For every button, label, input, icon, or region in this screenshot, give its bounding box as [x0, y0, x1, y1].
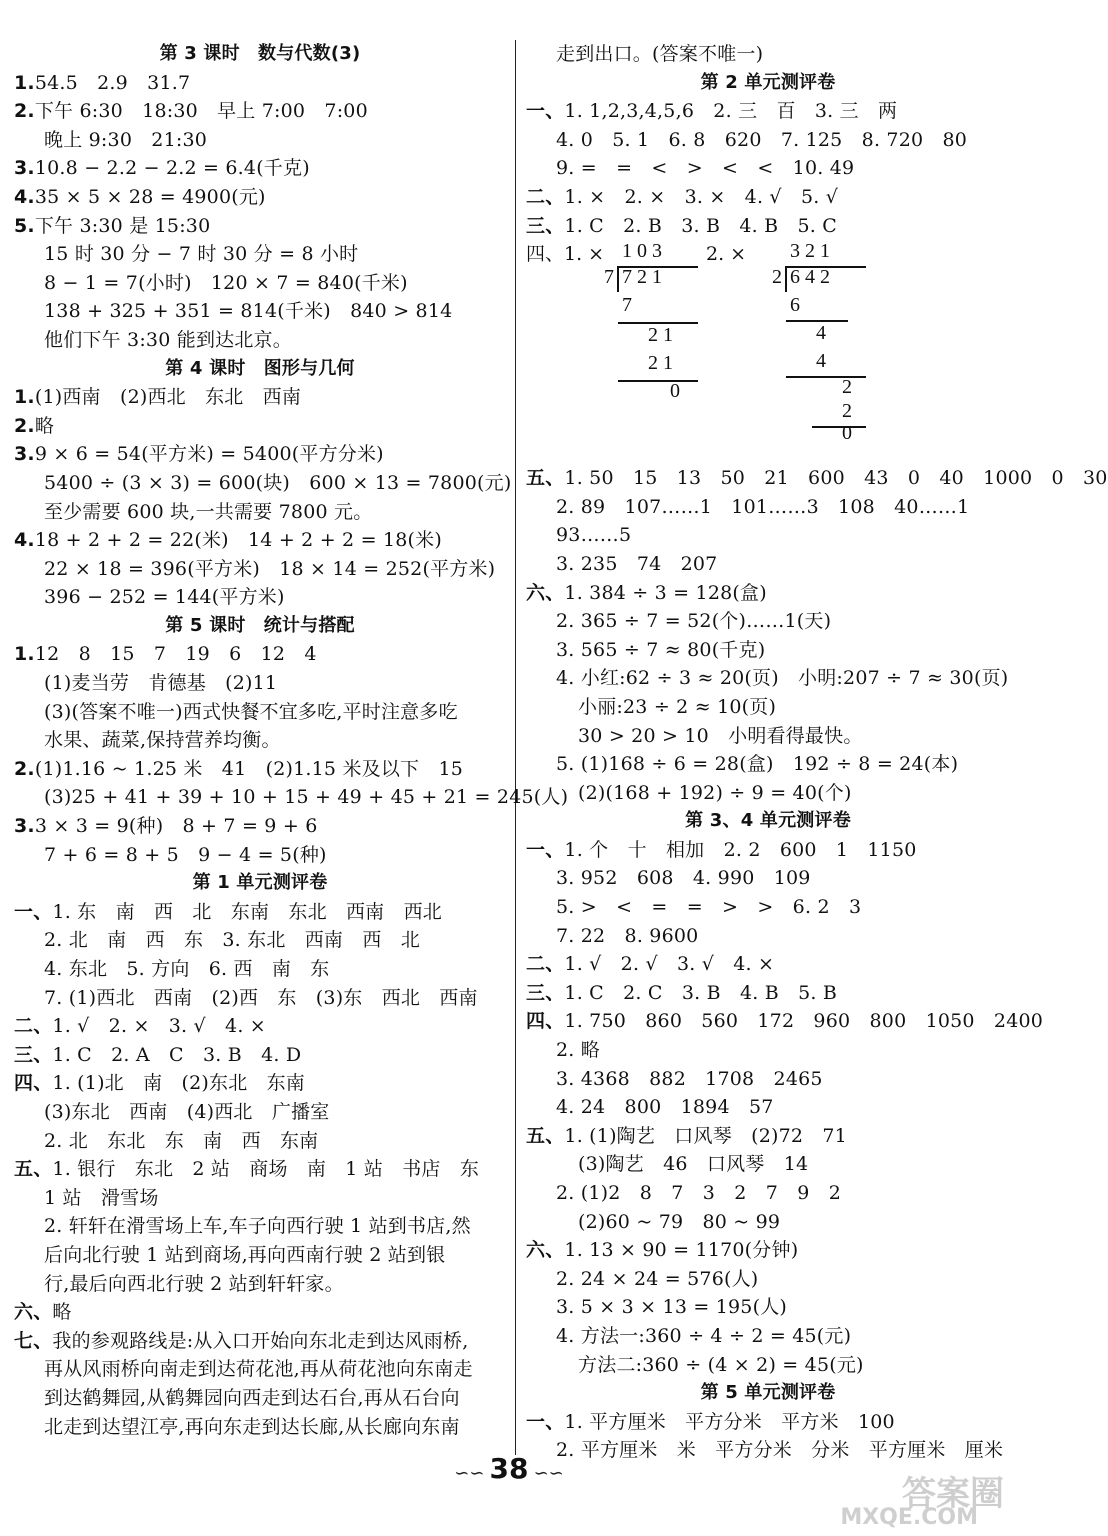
item-number: 3. [14, 815, 35, 838]
item-number: 5. [14, 214, 35, 237]
answer-line: 1 站 滑雪场 [44, 1186, 159, 1209]
answer-line: 晚上 9:30 21:30 [44, 128, 208, 151]
item-text: 1. √ 2. × 3. √ 4. × [52, 1015, 266, 1038]
answer-line: 2. 略 [556, 1039, 600, 1062]
long-division-1 [604, 240, 704, 440]
item-number: 3. [14, 157, 35, 180]
answer-item [14, 212, 506, 241]
step-line [618, 380, 698, 382]
answer-item [526, 1408, 1010, 1437]
step-2d: 2 [842, 376, 852, 399]
answer-item [14, 154, 506, 183]
answer-line: 到达鹤舞园,从鹤舞园向西走到达石台,再从石台向 [44, 1386, 460, 1409]
answer-item [526, 1122, 1010, 1151]
answer-line: (3)(答案不唯一)西式快餐不宜多吃,平时注意多吃 [44, 700, 458, 723]
division-label: 四、1. × [526, 243, 605, 266]
item-number: 一、 [526, 1410, 565, 1433]
answer-line: 3. 565 ÷ 7 ≈ 80(千克) [556, 638, 766, 661]
remainder-2: 0 [842, 422, 852, 445]
item-text: 下午 3:30 是 15:30 [34, 214, 211, 237]
answer-line: 15 时 30 分 − 7 时 30 分 = 8 小时 [44, 243, 359, 266]
item-number: 2. [14, 100, 35, 123]
left-column [14, 40, 569, 1441]
item-text: 1. C 2. B 3. B 4. B 5. C [564, 214, 838, 237]
answer-line: 4. 小红:62 ÷ 3 ≈ 20(页) 小明:207 ÷ 7 ≈ 30(页) [556, 667, 1009, 690]
answer-line: 3. 4368 882 1708 2465 [556, 1067, 823, 1090]
answer-line: 方法二:360 ÷ (4 × 2) = 45(元) [578, 1353, 864, 1376]
item-text: 3 × 3 = 9(种) 8 + 7 = 9 + 6 [34, 815, 318, 838]
answer-item [14, 1069, 506, 1098]
step-1a: 7 [622, 294, 632, 317]
answer-item [14, 383, 506, 412]
wave-ornament-right: ∽∽ [533, 1463, 564, 1484]
item-number: 二、 [526, 953, 565, 976]
item-text: 10.8 − 2.2 − 2.2 = 6.4(千克) [34, 157, 310, 180]
answer-item [526, 579, 1010, 608]
answer-item [14, 526, 506, 555]
answer-line: 3. 952 608 4. 990 109 [556, 867, 811, 890]
answer-line: 5400 ÷ (3 × 3) = 600(块) 600 × 13 = 7800(元) [44, 471, 512, 494]
page-footer [0, 1452, 1018, 1485]
item-text: 1. 平方厘米 平方分米 平方米 100 [564, 1410, 895, 1433]
item-number: 4. [14, 529, 35, 552]
item-number: 一、 [526, 100, 565, 123]
answer-line: (3)东北 西南 (4)西北 广播室 [44, 1100, 330, 1123]
item-number: 二、 [14, 1015, 53, 1038]
answer-line: 5. > < = = > > 6. 2 3 [556, 896, 862, 919]
item-text: 下午 6:30 18:30 早上 7:00 7:00 [34, 100, 368, 123]
step-1b: 2 1 [648, 324, 673, 347]
answer-line: 北走到达望江亭,再向东走到达长廊,从长廊向东南 [44, 1415, 460, 1438]
item-text: 18 + 2 + 2 = 22(米) 14 + 2 + 2 = 18(米) [34, 529, 442, 552]
item-text: 1. 个 十 相加 2. 2 600 1 1150 [564, 838, 917, 861]
section-heading: 第 2 单元测评卷 [700, 71, 836, 93]
answer-line: 4. 方法一:360 ÷ 4 ÷ 2 = 45(元) [556, 1324, 852, 1347]
answer-line: 2. 平方厘米 米 平方分米 分米 平方厘米 厘米 [556, 1439, 1004, 1462]
answer-line: 9. = = < > < < 10. 49 [556, 157, 855, 180]
answer-line: 4. 0 5. 1 6. 8 620 7. 125 8. 720 80 [556, 128, 968, 151]
answer-line: 93……5 [556, 524, 632, 547]
item-text: 略 [34, 414, 55, 437]
item-number: 一、 [526, 838, 565, 861]
answer-item [526, 212, 1010, 241]
answer-line: 7. (1)西北 西南 (2)西 东 (3)东 西北 西南 [44, 986, 478, 1009]
answer-line: 2. (1)2 8 7 3 2 7 9 2 [556, 1182, 841, 1204]
answer-line: 2. 24 × 24 = 576(人) [556, 1267, 759, 1290]
answer-line: 2. 北 东北 东 南 西 东南 [44, 1129, 319, 1152]
answer-line: 小丽:23 ÷ 2 ≈ 10(页) [578, 695, 777, 718]
item-number: 二、 [526, 185, 565, 208]
step-line [812, 426, 866, 428]
right-bottom-section [526, 464, 1108, 1465]
column-divider [515, 40, 516, 1455]
answer-item [14, 1041, 506, 1070]
item-text: 1. 1,2,3,4,5,6 2. 三 百 3. 三 两 [564, 100, 898, 123]
answer-line: 2. 北 南 西 东 3. 东北 西南 西 北 [44, 929, 420, 952]
step-2e: 2 [842, 400, 852, 423]
item-text: 我的参观路线是:从入口开始向东北走到达风雨桥, [52, 1329, 469, 1352]
item-number: 1. [14, 643, 35, 666]
answer-line: 4. 东北 5. 方向 6. 西 南 东 [44, 958, 330, 980]
answer-line: (3)25 + 41 + 39 + 10 + 15 + 49 + 45 + 21 = 245(人) [44, 786, 569, 809]
item-number: 1. [14, 71, 35, 94]
answer-item [14, 69, 506, 98]
answer-line: (1)麦当劳 肯德基 (2)11 [44, 672, 278, 695]
item-text: 1. 13 × 90 = 1170(分钟) [564, 1239, 799, 1262]
item-text: (1)1.16 ~ 1.25 米 41 (2)1.15 米及以下 15 [34, 757, 464, 780]
item-number: 四、 [526, 1010, 565, 1033]
answer-item [526, 97, 1010, 126]
item-text: 1. 384 ÷ 3 = 128(盒) [564, 581, 767, 604]
answer-line: 3. 5 × 3 × 13 = 195(人) [556, 1296, 788, 1319]
item-text: 1. (1)北 南 (2)东北 东南 [52, 1072, 306, 1095]
item-number: 五、 [14, 1158, 53, 1181]
answer-item [14, 183, 506, 212]
answer-line: 138 + 325 + 351 = 814(千米) 840 > 814 [44, 300, 453, 323]
answer-item [526, 979, 1010, 1008]
dividend-2: 6 4 2 [790, 266, 830, 289]
item-number: 3. [14, 443, 35, 466]
item-number: 七、 [14, 1329, 53, 1352]
item-number: 2. [14, 757, 35, 780]
answer-line: 2. 轩轩在滑雪场上车,车子向西行驶 1 站到书店,然 [44, 1215, 471, 1238]
item-number: 2. [14, 414, 35, 437]
right-column [526, 40, 1108, 1465]
item-number: 五、 [526, 1124, 565, 1147]
item-text: 54.5 2.9 31.7 [34, 71, 191, 94]
answer-item [526, 950, 1010, 979]
answer-line: 2. 365 ÷ 7 = 52(个)……1(天) [556, 610, 832, 633]
section-heading: 第 1 单元测评卷 [192, 872, 328, 894]
item-number: 六、 [526, 581, 565, 604]
division-label-2: 2. × [706, 243, 747, 266]
division-bracket [785, 266, 787, 292]
answer-line: 30 > 20 > 10 小明看得最快。 [578, 724, 863, 747]
answer-item [14, 755, 506, 784]
item-number: 一、 [14, 900, 53, 923]
answer-item [14, 97, 506, 126]
answer-line: 行,最后向西北行驶 2 站到轩轩家。 [44, 1272, 344, 1295]
answer-line: (2)60 ~ 79 80 ~ 99 [578, 1210, 781, 1233]
wave-ornament-left: ∽∽ [454, 1463, 485, 1484]
answer-item [526, 1007, 1044, 1036]
answer-line: (3)陶艺 46 口风琴 14 [578, 1153, 809, 1176]
answer-item [14, 1298, 506, 1327]
section-heading: 第 5 单元测评卷 [700, 1382, 836, 1404]
answer-line: 7 + 6 = 8 + 5 9 − 4 = 5(种) [44, 843, 327, 866]
step-line [786, 376, 866, 378]
quotient-2: 3 2 1 [790, 240, 830, 263]
answer-line: 4. 24 800 1894 57 [556, 1096, 774, 1119]
item-text: 35 × 5 × 28 = 4900(元) [34, 185, 266, 208]
divisor-2: 2 [772, 266, 782, 289]
answer-line: 再从风雨桥向南走到达荷花池,再从荷花池向东南走 [44, 1358, 473, 1381]
answer-item [14, 812, 506, 841]
remainder-1: 0 [670, 380, 680, 403]
step-2a: 6 [790, 294, 800, 317]
long-division-block [526, 240, 1010, 445]
answer-line: 5. (1)168 ÷ 6 = 28(盒) 192 ÷ 8 = 24(本) [556, 753, 959, 776]
answer-item [526, 836, 1010, 865]
answer-line: 8 − 1 = 7(小时) 120 × 7 = 840(千米) [44, 271, 408, 294]
step-2b: 4 [816, 322, 826, 345]
answer-line: 至少需要 600 块,一共需要 7800 元。 [44, 500, 373, 523]
answer-item [526, 183, 1010, 212]
answer-line: 7. 22 8. 9600 [556, 924, 699, 947]
answer-item [526, 464, 1108, 493]
item-text: 1. 东 南 西 北 东南 东北 西南 西北 [52, 900, 442, 923]
section-heading: 第 3 课时 数与代数(3) [159, 43, 361, 64]
right-top-section [526, 40, 1010, 240]
item-number: 三、 [14, 1043, 53, 1066]
answer-line: 2. 89 107……1 101……3 108 40……1 [556, 495, 970, 518]
page-number: 38 [489, 1452, 529, 1485]
item-text: 1. 50 15 13 50 21 600 43 0 40 1000 0 30 [564, 467, 1108, 490]
quotient-1: 1 0 3 [622, 240, 662, 263]
answer-item [14, 1012, 506, 1041]
section-heading: 第 5 课时 统计与搭配 [165, 614, 355, 636]
answer-item [14, 898, 506, 927]
item-text: 1. C 2. C 3. B 4. B 5. B [564, 981, 838, 1004]
item-text: 1. (1)陶艺 口风琴 (2)72 71 [564, 1124, 847, 1147]
watermark-logo: 答案圈 [902, 1474, 1004, 1514]
step-2c: 4 [816, 350, 826, 373]
step-1c: 2 1 [648, 352, 673, 375]
item-text: (1)西南 (2)西北 东北 西南 [34, 386, 302, 409]
division-bracket [617, 266, 619, 292]
divisor-1: 7 [604, 266, 614, 289]
item-text: 9 × 6 = 54(平方米) = 5400(平方分米) [34, 443, 384, 466]
answer-item [526, 1236, 1010, 1265]
answer-line: (2)(168 + 192) ÷ 9 = 40(个) [578, 781, 852, 804]
item-number: 三、 [526, 214, 565, 237]
item-text: 1. × 2. × 3. × 4. √ 5. √ [564, 185, 839, 208]
answer-item [14, 440, 506, 469]
answer-item [14, 1155, 506, 1184]
answer-item [14, 1327, 506, 1356]
item-number: 四、 [14, 1072, 53, 1095]
item-number: 六、 [526, 1239, 565, 1262]
item-text: 略 [52, 1301, 72, 1324]
item-text: 1. 750 860 560 172 960 800 1050 2400 [564, 1010, 1044, 1033]
answer-line: 走到出口。(答案不唯一) [556, 43, 764, 65]
item-number: 4. [14, 185, 35, 208]
long-division-2 [772, 240, 872, 445]
item-text: 12 8 15 7 19 6 12 4 [34, 643, 317, 666]
item-text: 1. √ 2. √ 3. √ 4. × [564, 953, 775, 976]
item-text: 1. 银行 东北 2 站 商场 南 1 站 书店 东 [52, 1158, 480, 1181]
answer-line: 后向北行驶 1 站到商场,再向西南行驶 2 站到银 [44, 1243, 446, 1266]
answer-line: 396 − 252 = 144(平方米) [44, 586, 285, 609]
section-heading: 第 4 课时 图形与几何 [165, 357, 355, 379]
watermark-url: MXQE.COM [840, 1505, 978, 1530]
answer-item [14, 640, 506, 669]
item-number: 1. [14, 386, 35, 409]
item-number: 五、 [526, 467, 565, 490]
answer-item [14, 412, 506, 441]
item-text: 1. C 2. A C 3. B 4. D [52, 1043, 302, 1066]
answer-line: 他们下午 3:30 能到达北京。 [44, 328, 292, 351]
answer-line: 水果、蔬菜,保持营养均衡。 [44, 729, 281, 752]
answer-line: 22 × 18 = 396(平方米) 18 × 14 = 252(平方米) [44, 557, 496, 580]
section-heading: 第 3、4 单元测评卷 [685, 810, 851, 832]
item-number: 三、 [526, 981, 565, 1004]
dividend-1: 7 2 1 [622, 266, 662, 289]
item-number: 六、 [14, 1301, 53, 1324]
answer-line: 3. 235 74 207 [556, 552, 718, 575]
